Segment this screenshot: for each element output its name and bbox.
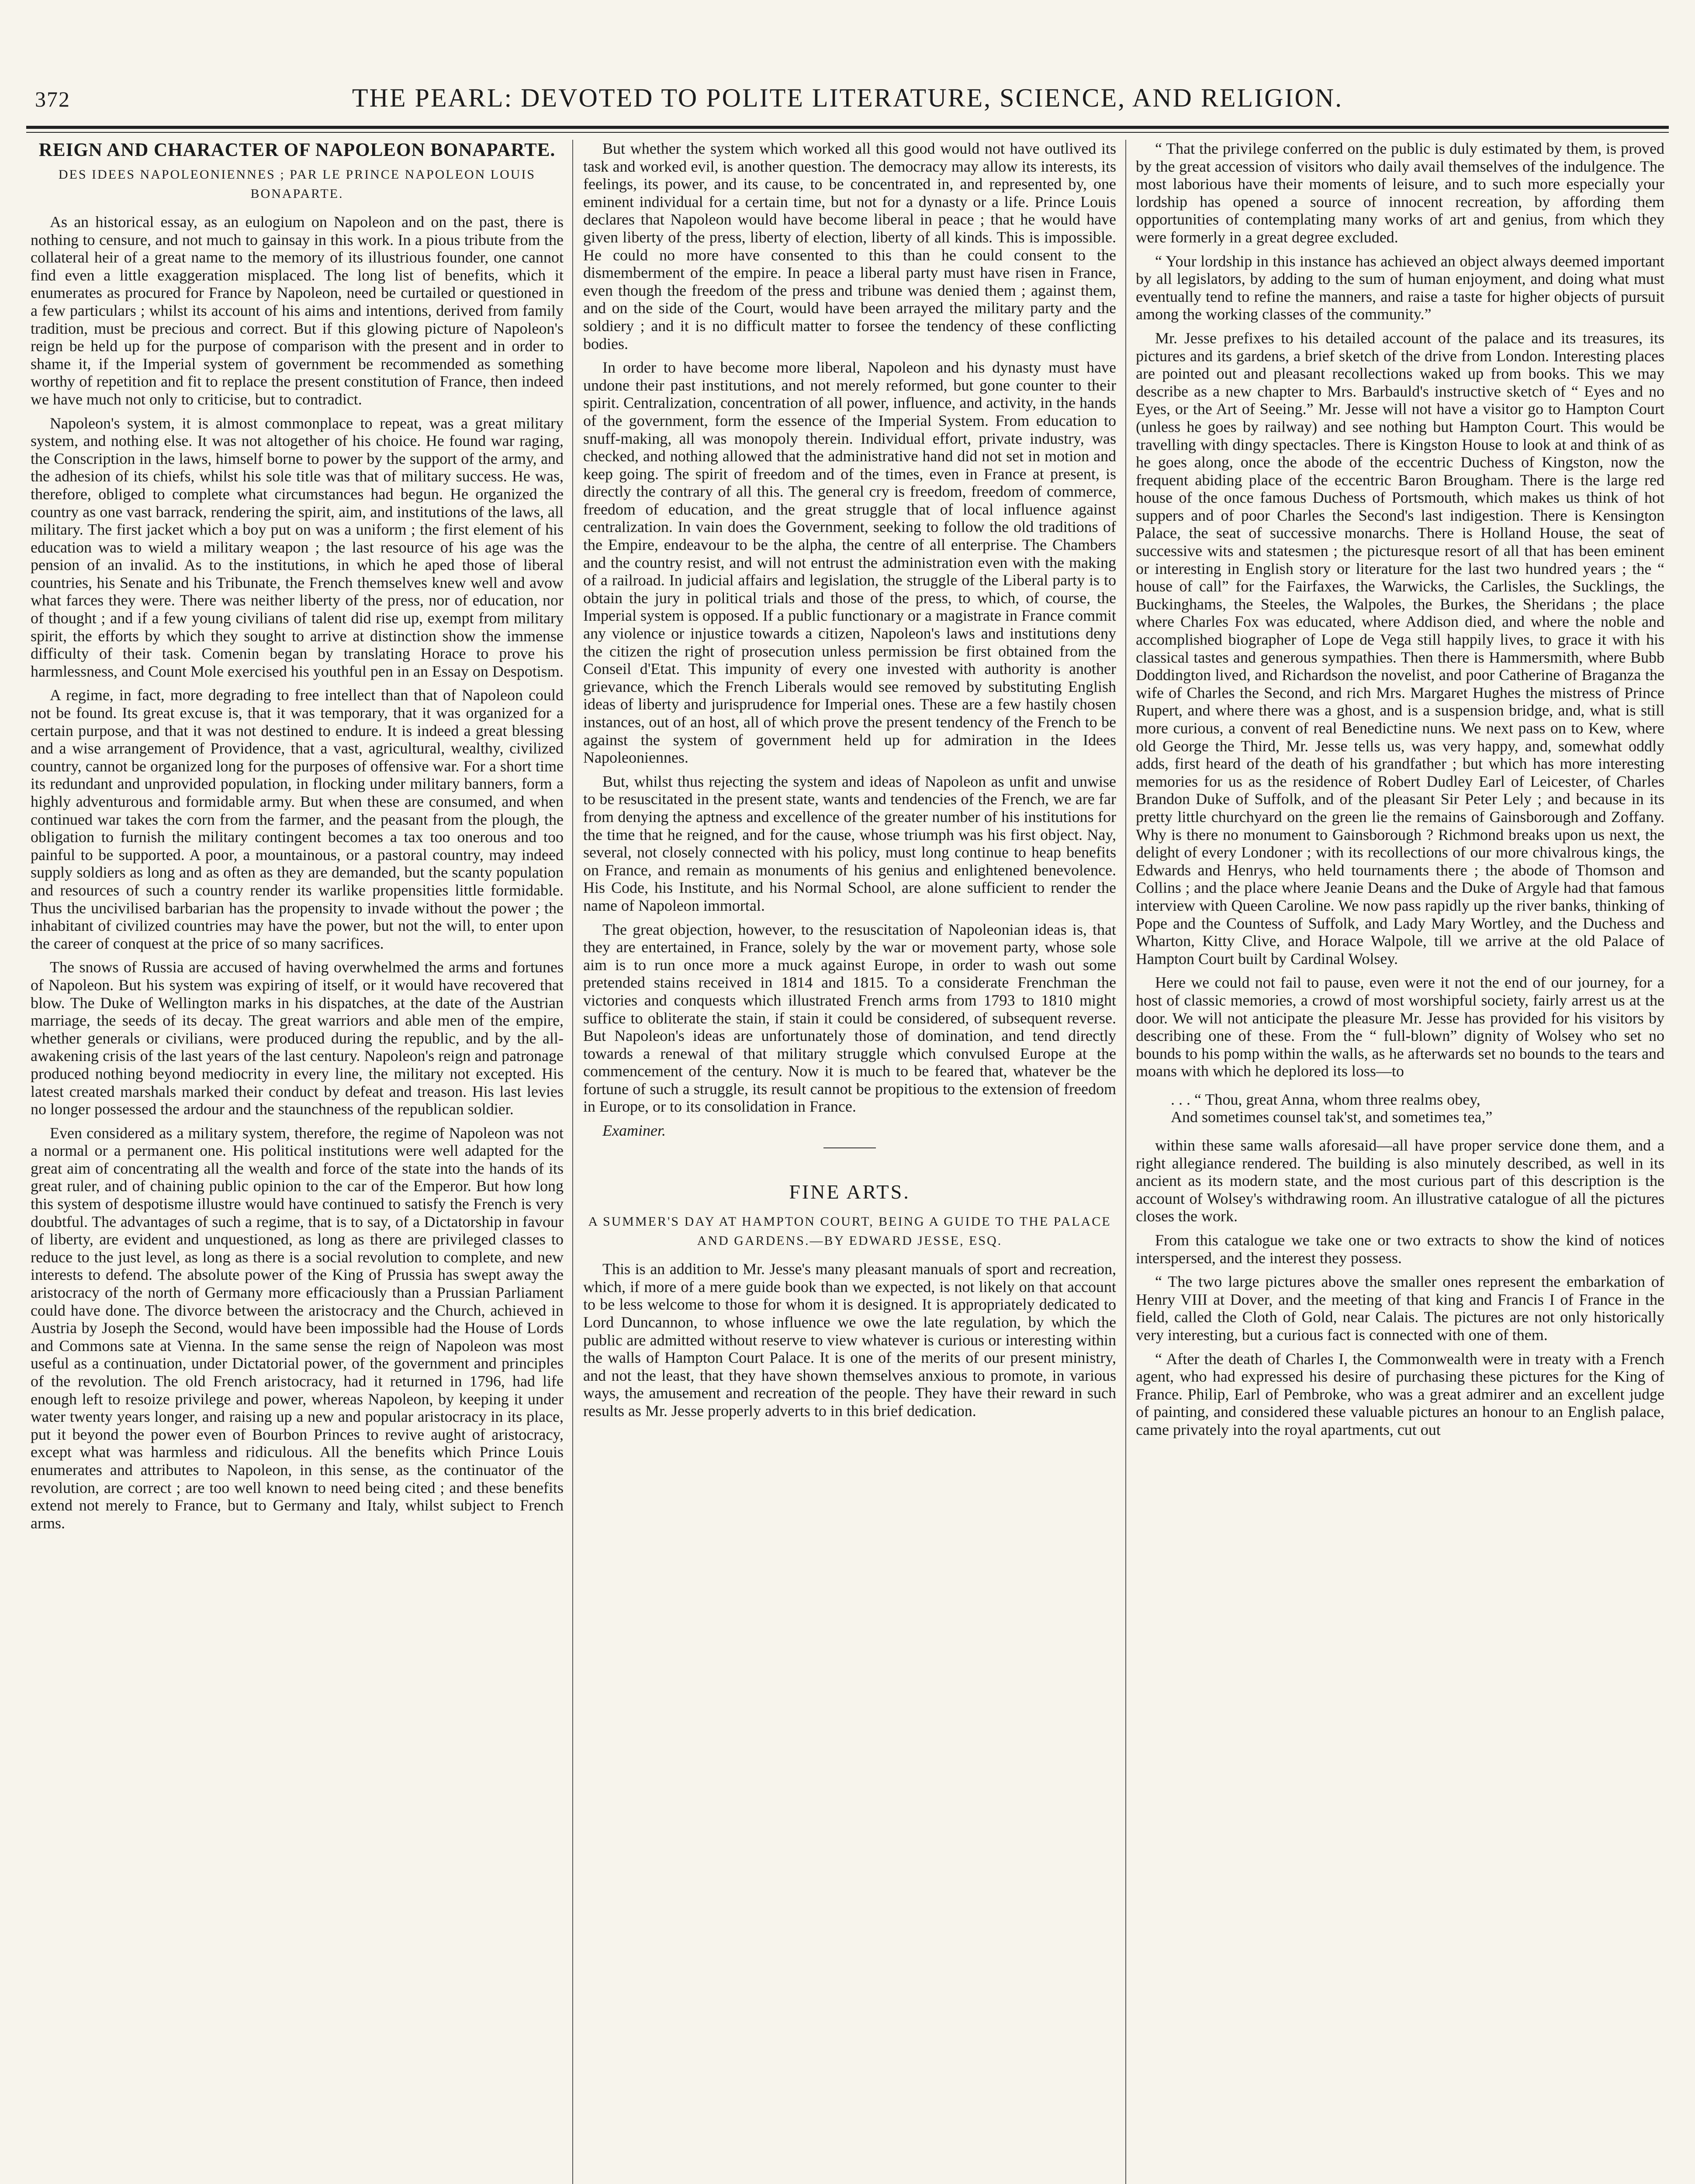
paragraph: From this catalogue we take one or two extracts to show the kind of notices interspersed, and the interest they possess. xyxy=(1136,1231,1664,1267)
header-rule-thin xyxy=(26,132,1669,133)
section-title: FINE ARTS. xyxy=(789,1180,910,1203)
attribution: Examiner. xyxy=(602,1122,666,1140)
paragraph: This is an addition to Mr. Jesse's many pleasant manuals of sport and recreation, which, if more of a mere guide book than we expected, is not likely on that account to be less welcome to those for whom it is designed. It is appropriately dedicated to Lord Duncannon, to whose influence we owe the late regulation, by which the public are admitted without reserve to view whatever is curious or interesting within the walls of Hampton Court Palace. It is one of the merits of our present ministry, and not the least, that they have shown themselves anxious to promote, in various ways, the amusement and recreation of the people. They have their reward in such results as Mr. Jesse properly adverts to in this brief dedication. xyxy=(583,1260,1116,1420)
paragraph: As an historical essay, as an eulogium on Napoleon and on the past, there is nothing to censure, and not much to gainsay in this work. In a pious tribute from the collateral heir of a great name to the memory of its illustrious founder, one cannot find even a little exaggeration misplaced. The long list of benefits, which it enumerates as procured for France by Napoleon, need be curtailed or questioned in a few particulars ; whilst its account of his aims and intentions, derived from family tradition, must be precious and correct. But if this glowing picture of Napoleon's reign be held up for the purpose of comparison with the present and in order to shame it, if the Imperial system of government be recommended as something worthy of repetition and fit to replace the present constitution of France, then indeed we have much not only to criticise, but to contradict. xyxy=(31,213,564,408)
paragraph: “ Your lordship in this instance has achieved an object always deemed important by all legislators, by adding to the sum of human enjoyment, and doing what must eventually tend to refine the manners, and raise a taste for higher objects of pursuit among the working classes of the community.” xyxy=(1136,252,1664,323)
paragraph: The snows of Russia are accused of having overwhelmed the arms and fortunes of Napoleon. But his system was expiring of itself, or it would have recovered that blow. The Duke of Wellington marks in his dispatches, at the date of the Austrian marriage, the seeds of its decay. The great warriors and able men of the empire, whether generals or civilians, were produced during the republic, and by the all-awakening crisis of the last years of the last century. Napoleon's reign and patronage produced nothing beyond mediocrity in every line, the military not excepted. His latest created marshals marked their conduct by defeat and treason. His last levies no longer possessed the ardour and the staunchness of the republican soldier. xyxy=(31,958,564,1118)
section-separator xyxy=(823,1147,876,1148)
paragraph: “ That the privilege conferred on the public is duly estimated by them, is proved by the great accession of visitors who daily avail themselves of the indulgence. The most laborious have their moments of leisure, and to such more especially your lordship has opened a source of innocent recreation, by affording them opportunities of contemplating many works of art and genius, from which they were formerly in a great degree excluded. xyxy=(1136,140,1664,246)
running-head xyxy=(26,83,1669,118)
paragraph: But whether the system which worked all this good would not have outlived its task and worked evil, is another question. The democracy may allow its interests, its feelings, its power, and its cause, to be concentrated in, and represented by, one eminent individual for a certain time, but not for a dynasty or a life. Prince Louis declares that Napoleon would have become liberal in peace ; that he would have given liberty of the press, liberty of election, liberty of all kinds. This is impossible. He could no more have consented to this than he could consent to the dismemberment of the empire. In peace a liberal party must have risen in France, even though the freedom of the press and tribune was denied them ; against them, and on the side of the Court, would have been arrayed the military party and the soldiery ; and it is no difficult matter to forsee the tendency of these conflicting bodies. xyxy=(583,140,1116,352)
paragraph: “ The two large pictures above the smaller ones represent the embarkation of Henry VIII at Dover, and the meeting of that king and Francis I of France in the field, called the Cloth of Gold, near Calais. The pictures are not only historically very interesting, but a curious fact is connected with one of them. xyxy=(1136,1273,1664,1344)
paragraph: within these same walls aforesaid—all have proper service done them, and a right allegiance rendered. The building is also minutely described, as well in its ancient as its modern state, and the most curious part of this description is the account of Wolsey's withdrawing room. An illustrative catalogue of all the pictures closes the work. xyxy=(1136,1137,1664,1225)
column-divider xyxy=(572,140,573,2184)
paragraph: But, whilst thus rejecting the system and ideas of Napoleon as unfit and unwise to be resuscitated in the present state, wants and tendencies of the French, we are far from denying the aptness and excellence of the greater number of his institutions for the time that he reigned, and for the cause, whose triumph was his first object. Nay, several, not closely connected with his policy, must long continue to heap benefits on France, and remain as monuments of his genius and enlightened benevolence. His Code, his Institute, and his Normal School, are alone sufficient to render the name of Napoleon immortal. xyxy=(583,772,1116,914)
column-3 xyxy=(1136,140,1664,2184)
paragraph: A regime, in fact, more degrading to free intellect than that of Napoleon could not be found. Its great excuse is, that it was temporary, that it was organized for a certain purpose, and that it was not destined to endure. It is indeed a great blessing and a wise arrangement of Providence, that a vast, agricultural, wealthy, civilized country, cannot be organized long for the purposes of offensive war. For a short time its redundant and unprovided population, in flocking under military banners, form a highly adventurous and formidable army. But when these are consumed, and when continued war takes the corn from the farmer, and the peasant from the plough, the obligation to furnish the military contingent becomes a tax too onerous and too painful to be supported. A poor, a mountainous, or a pastoral country, may indeed supply soldiers as long and as often as they are demanded, but the scanty population and resources of such a country render its warlike propensities little formidable. Thus the uncivilised barbarian has the propensity to invade without the power ; the inhabitant of civilized countries may have the power, but not the will, to enter upon the career of conquest at the price of so many sacrifices. xyxy=(31,686,564,952)
paragraph: The great objection, however, to the resuscitation of Napoleonian ideas is, that they are entertained, in France, solely by the war or movement party, whose sole aim is to run once more a muck against Europe, in order to wash out some pretended stains received in 1814 and 1815. To a considerate Frenchman the victories and conquests which illustrated French arms from 1793 to 1810 might suffice to obliterate the stain, if stain it could be considered, of subsequent reverse. But Napoleon's ideas are unfortunately those of domination, and tend directly towards a renewal of that military struggle which convulsed Europe at the commencement of the century. Now it is much to be feared that, whatever be the fortune of such a struggle, its result cannot be propitious to the extension of freedom in Europe, or to its consolidation in France. xyxy=(583,920,1116,1116)
article-subtitle: DES IDEES NAPOLEONIENNES ; PAR LE PRINCE NAPOLEON LOUIS BONAPARTE. xyxy=(58,167,536,201)
paragraph: Even considered as a military system, therefore, the regime of Napoleon was not a normal or a permanent one. His political institutions were well adapted for the great aim of concentrating all the wealth and force of the state into the hands of its great ruler, and of chaining public opinion to the car of the Emperor. But how long this system of despotisme illustre would have continued to satisfy the French is very doubtful. The advantages of such a regime, that is to say, of a Dictatorship in favour of liberty, are evident and unquestioned, as long as there are privileged classes to reduce to the just level, as long as there is a social revolution to complete, and new interests to defend. The absolute power of the King of Prussia has swept away the aristocracy of the north of Germany more efficaciously than a Prussian Parliament could have done. The divorce between the aristocracy and the Church, achieved in Austria by Joseph the Second, would have been impossible had the House of Lords and Commons sate at Vienna. In the same sense the reign of Napoleon was most useful as a continuation, under Dictatorial power, of the government and principles of the revolution. The old French aristocracy, had it returned in 1796, had life enough left to resoize privilege and power, whereas Napoleon, by keeping it under water twenty years longer, and raising up a new and popular aristocracy in its place, put it beyond the power even of Bourbon Princes to revive aught of aristocracy, except what was harmless and ridiculous. All the benefits which Prince Louis enumerates and attributes to Napoleon, in this sense, as the continuator of the revolution, are correct ; are too well known to need being cited ; and these benefits extend not merely to France, but to Germany and Italy, whilst subject to French arms. xyxy=(31,1124,564,1532)
paragraph: Napoleon's system, it is almost commonplace to repeat, was a great military system, and nothing else. It was not altogether of his choice. He found war raging, the Conscription in the laws, himself borne to power by the support of the army, and the adhesion of its chiefs, whilst his sole title was that of military success. He was, therefore, obliged to complete what circumstances had begun. He organized the country as one vast barrack, rendering the spirit, aim, and institutions of the laws, all military. The first jacket which a boy put on was a uniform ; the first element of his education was to wield a military weapon ; the last resource of his age was the pension of an invalid. As to the institutions, in which he aped those of liberal countries, his Senate and his Tribunate, the French themselves knew well and avow what farces they were. There was neither liberty of the press, nor of education, nor of thought ; and if a few young civilians of talent did rise up, exempt from military spirit, the efforts by which they sought to arrive at distinction show the immense difficulty of their task. Comenin began by translating Horace to prove his harmlessness, and Count Mole exercised his youthful pen in an Essay on Despotism. xyxy=(31,414,564,680)
article-title: REIGN AND CHARACTER OF NAPOLEON BONAPARTE. xyxy=(38,140,556,160)
column-divider xyxy=(1125,140,1126,2184)
paragraph: Here we could not fail to pause, even were it not the end of our journey, for a host of classic memories, a crowd of most worshipful society, fairly arrest us at the door. We will not anticipate the pleasure Mr. Jesse has provided for his visitors by describing one of these. From the “ full-blown” dignity of Wolsey who set no bounds to his pomp within the walls, as he afterwards set no bounds to the tears and moans with which he deplored its loss—to xyxy=(1136,974,1664,1080)
column-1 xyxy=(31,140,564,2184)
verse-line: . . . “ Thou, great Anna, whom three realms obey, xyxy=(1171,1090,1481,1108)
article-subtitle: A SUMMER'S DAY AT HAMPTON COURT, BEING A GUIDE TO THE PALACE AND GARDENS.—BY EDWARD JESSE, ESQ. xyxy=(588,1214,1111,1248)
verse-line: And sometimes counsel tak'st, and sometimes tea,” xyxy=(1171,1108,1493,1126)
column-2 xyxy=(583,140,1116,2184)
verse-quote xyxy=(1171,1091,1664,1126)
page-number: 372 xyxy=(35,87,70,111)
header-rule-thick xyxy=(26,126,1669,129)
paragraph: Mr. Jesse prefixes to his detailed account of the palace and its treasures, its pictures and its gardens, a brief sketch of the drive from London. Interesting places are pointed out and pleasant recollections waked up from books. This we may describe as a new chapter to Mrs. Barbauld's instructive sketch of “ Eyes and no Eyes, or the Art of Seeing.” Mr. Jesse will not have a visitor go to Hampton Court (unless he goes by railway) and see nothing but Hampton Court. This would be travelling with dingy spectacles. There is Kingston House to look at and think of as he goes along, once the abode of the eccentric Duchess of Kingston, now the frequent abiding place of the eccentric Baron Brougham. There is the large red house of the once famous Duchess of Portsmouth, which makes us think of hot suppers and of poor Charles the Second's last indigestion. There is Kensington Palace, the seat of successive monarchs. There is Holland House, the seat of successive wits and statesmen ; the picturesque resort of all that has been eminent or interesting in English story or literature for the last two hundred years ; the “ house of call” for the Fairfaxes, the Warwicks, the Carlisles, the Sucklings, the Buckinghams, the Steeles, the Walpoles, the Burkes, the Sheridans ; the place where Charles Fox was educated, where Addison died, and where the noble and accomplished biographer of Lope de Vega still happily lives, to grace it with his classical tastes and generous sympathies. Then there is Hammersmith, where Bubb Doddington lived, and Richardson the novelist, and poor Catherine of Braganza the wife of Charles the Second, and rich Mrs. Margaret Hughes the mistress of Prince Rupert, and where there was a ghost, and is a suspension bridge, and, what is still more curious, a convent of real Benedictine nuns. We next pass on to Kew, where old George the Third, Mr. Jesse tells us, was very happy, and, somewhat oddly adds, first heard of the death of his grandfather ; but which has more interesting memories for us as the residence of Robert Dudley Earl of Leicester, of Charles Brandon Duke of Suffolk, and of the pleasant Sir Peter Lely ; and because in its pretty little churchyard on the green lie the remains of Gainsborough and Zoffany. Why is there no monument to Gainsborough ? Richmond breaks upon us next, the delight of every Londoner ; with its recollections of our more chivalrous kings, the Edwards and Henrys, who held tournaments there ; the abode of Thomson and Collins ; and the place where Jeanie Deans and the Duke of Argyle had that famous interview with Queen Caroline. We now pass rapidly up the river banks, thinking of Pope and the Countess of Suffolk, and Lady Mary Wortley, and the Duchess and Wharton, Kitty Clive, and Horace Walpole, till we arrive at the old Palace of Hampton Court built by Cardinal Wolsey. xyxy=(1136,329,1664,968)
paragraph: In order to have become more liberal, Napoleon and his dynasty must have undone their past institutions, and not merely reformed, but gone counter to their spirit. Centralization, concentration of all power, influence, and activity, in the hands of the government, form the essence of the Imperial System. From education to snuff-making, all was monopoly therein. Individual effort, private industry, was checked, and nothing allowed that the administrative hand did not set in motion and keep going. The spirit of freedom and of the times, even in France at present, is directly the contrary of all this. The general cry is freedom, freedom of commerce, freedom of education, and the great struggle that of local influence against centralization. In vain does the Government, seeking to follow the old traditions of the Empire, endeavour to be the alpha, the centre of all enterprise. The Chambers and the country resist, and will not entrust the administration even with the making of a railroad. In judicial affairs and legislation, the struggle of the Liberal party is to obtain the jury in political trials and those of the press, to which, of course, the Imperial system is opposed. If a public functionary or a magistrate in France commit any violence or injustice towards a citizen, Napoleon's laws and institutions deny the citizen the right of prosecution unless permission be first obtained from the Conseil d'Etat. This impunity of every one invested with authority is another grievance, which the French Liberals would see removed by substituting English ideas of liberty and jurisprudence for Imperial ones. These are a few hastily chosen instances, out of an host, all of which prove the present tendency of the French to be against the system of government held up for admiration in the Idees Napoleoniennes. xyxy=(583,359,1116,767)
running-title: THE PEARL: DEVOTED TO POLITE LITERATURE, SCIENCE, AND RELIGION. xyxy=(352,83,1343,112)
paragraph: “ After the death of Charles I, the Commonwealth were in treaty with a French agent, who had expressed his desire of purchasing these pictures for the King of France. Philip, Earl of Pembroke, who was a great admirer and an excellent judge of painting, and considered these valuable pictures an honour to an English palace, came privately into the royal apartments, cut out xyxy=(1136,1350,1664,1438)
